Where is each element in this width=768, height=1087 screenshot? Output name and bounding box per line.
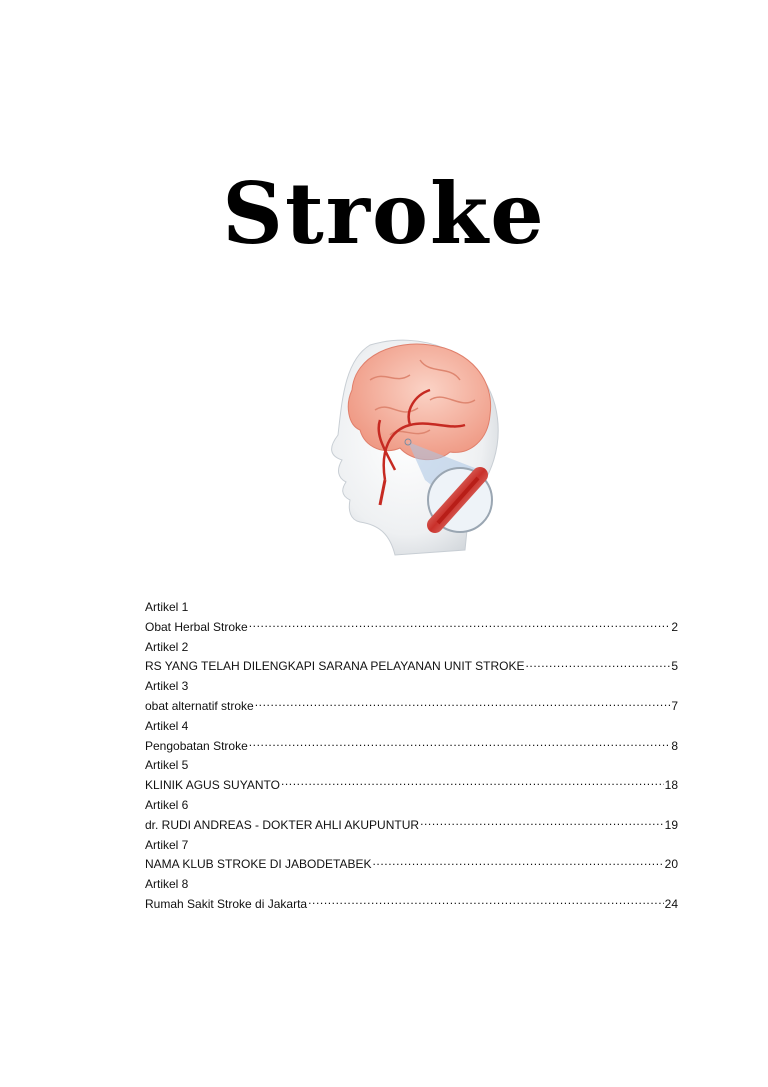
toc-entry-title[interactable]: NAMA KLUB STROKE DI JABODETABEK <box>145 857 372 872</box>
toc-item <box>145 796 678 836</box>
toc-entry-title[interactable]: KLINIK AGUS SUYANTO <box>145 778 280 793</box>
brain-illustration-svg <box>300 330 510 560</box>
toc-page-number[interactable]: 7 <box>671 698 678 713</box>
toc-article-label: Artikel 6 <box>145 797 189 812</box>
toc-article-label: Artikel 2 <box>145 639 189 654</box>
toc-leader-dots <box>373 856 664 868</box>
toc-leader-dots <box>249 619 671 631</box>
toc-item <box>145 756 678 796</box>
toc-page-number[interactable]: 24 <box>664 896 678 911</box>
table-of-contents <box>145 598 678 915</box>
toc-leader-dots <box>255 698 671 710</box>
toc-entry-title[interactable]: dr. RUDI ANDREAS - DOKTER AHLI AKUPUNTUR <box>145 817 420 832</box>
toc-article-label: Artikel 4 <box>145 718 189 733</box>
toc-article-label: Artikel 3 <box>145 679 189 694</box>
toc-item <box>145 875 678 915</box>
toc-leader-dots <box>308 896 664 908</box>
toc-entry-row[interactable] <box>145 816 678 836</box>
toc-item <box>145 836 678 876</box>
toc-entry-title[interactable]: RS YANG TELAH DILENGKAPI SARANA PELAYANAN UNIT STROKE <box>145 659 525 674</box>
toc-item <box>145 677 678 717</box>
document-title: Stroke <box>222 164 546 263</box>
toc-entry-row[interactable] <box>145 737 678 757</box>
toc-page-number[interactable]: 18 <box>664 778 678 793</box>
toc-page-number[interactable]: 2 <box>671 619 678 634</box>
toc-entry-row[interactable] <box>145 697 678 717</box>
toc-entry-row[interactable] <box>145 855 678 875</box>
toc-entry-title[interactable]: obat alternatif stroke <box>145 698 254 713</box>
toc-page-number[interactable]: 8 <box>671 738 678 753</box>
toc-entry-row[interactable] <box>145 618 678 638</box>
brain-stroke-illustration <box>300 330 510 560</box>
toc-article-label: Artikel 8 <box>145 877 189 892</box>
toc-item <box>145 598 678 638</box>
toc-entry-title[interactable]: Obat Herbal Stroke <box>145 619 248 634</box>
toc-page-number[interactable]: 20 <box>664 857 678 872</box>
toc-page-number[interactable]: 5 <box>671 659 678 674</box>
toc-leader-dots <box>249 738 671 750</box>
toc-article-label: Artikel 7 <box>145 837 189 852</box>
toc-leader-dots <box>420 817 664 829</box>
toc-leader-dots <box>525 658 670 670</box>
toc-article-label: Artikel 1 <box>145 600 189 614</box>
toc-article-label: Artikel 5 <box>145 758 189 773</box>
toc-entry-row[interactable] <box>145 776 678 796</box>
toc-item <box>145 717 678 757</box>
toc-entry-title[interactable]: Pengobatan Stroke <box>145 738 248 753</box>
toc-entry-row[interactable] <box>145 657 678 677</box>
toc-entry-row[interactable] <box>145 895 678 915</box>
toc-entry-title[interactable]: Rumah Sakit Stroke di Jakarta <box>145 896 308 911</box>
toc-page-number[interactable]: 19 <box>664 817 678 832</box>
toc-leader-dots <box>281 777 664 789</box>
toc-item <box>145 638 678 678</box>
